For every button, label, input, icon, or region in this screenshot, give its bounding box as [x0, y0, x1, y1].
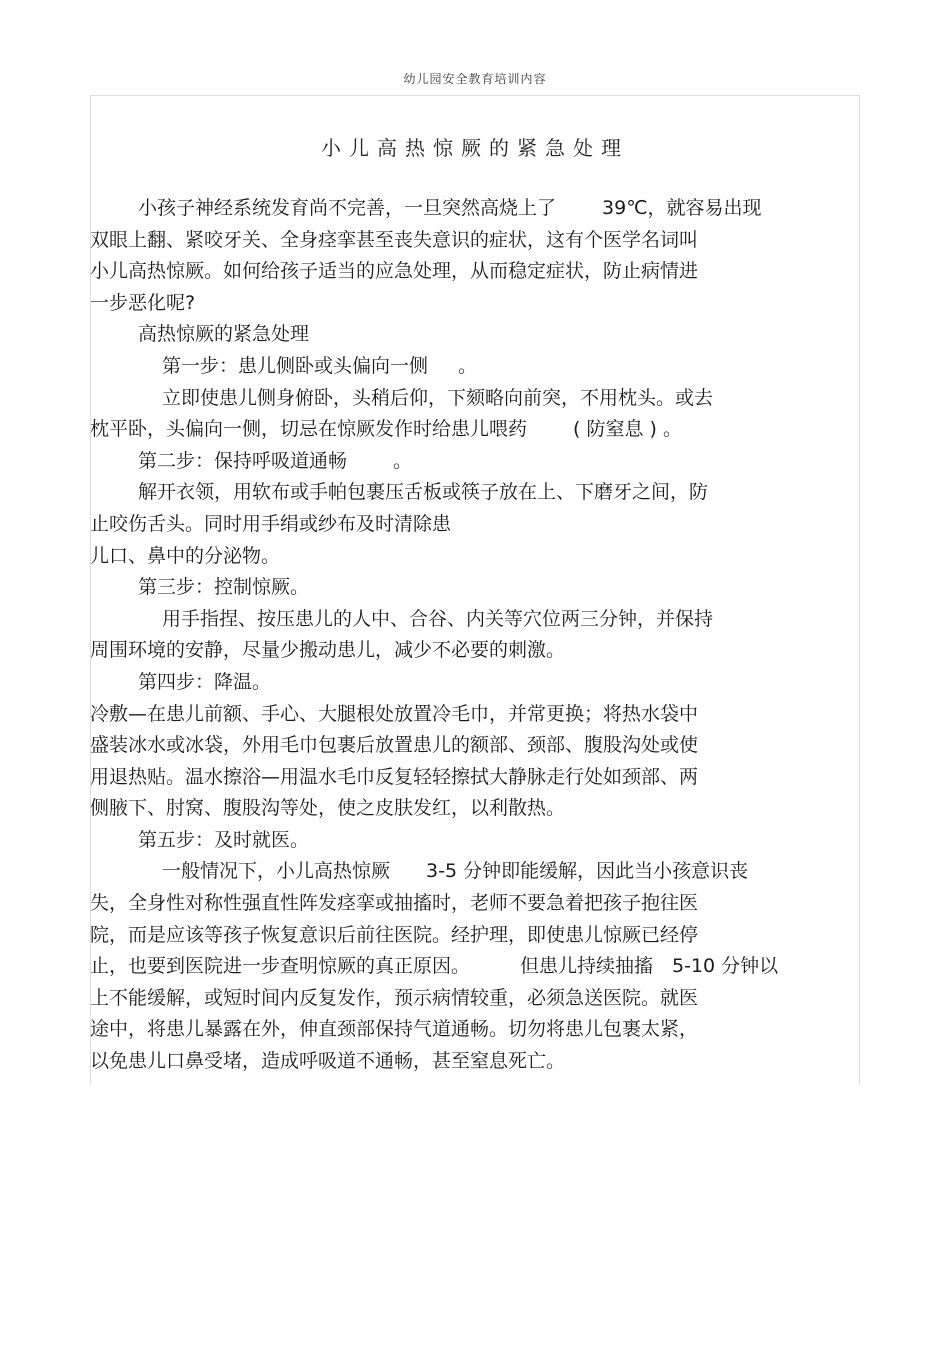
text-segment: ( 防窒息 ) 。 — [573, 418, 682, 441]
text-line — [90, 856, 870, 888]
text-line — [90, 256, 870, 288]
text-segment: 一般情况下，小儿高热惊厥 — [162, 860, 391, 883]
text-segment: 一步恶化呢? — [90, 291, 196, 314]
text-segment: 第一步：患儿侧卧或头偏向一侧 — [162, 354, 429, 377]
text-segment: 第三步：控制惊厥。 — [138, 576, 310, 599]
text-segment: 。 — [458, 354, 478, 377]
text-line — [90, 446, 870, 478]
text-segment: 上不能缓解，或短时间内反复发作，预示病情较重，必须急送医院。就医 — [90, 986, 699, 1009]
text-line — [90, 193, 870, 225]
text-line — [90, 541, 870, 573]
text-line — [90, 225, 870, 257]
text-segment: 侧腋下、肘窝、腹股沟等处，使之皮肤发红，以利散热。 — [90, 797, 566, 820]
text-line — [90, 793, 870, 825]
text-line — [90, 762, 870, 794]
text-line — [90, 1014, 870, 1046]
text-line — [90, 825, 870, 857]
document-title: 小儿高热惊厥的紧急处理 — [321, 136, 629, 160]
text-line — [90, 920, 870, 952]
text-segment: 高热惊厥的紧急处理 — [138, 323, 310, 346]
text-line — [90, 983, 870, 1015]
text-segment: 用手指捏、按压患儿的人中、合谷、内关等穴位两三分钟，并保持 — [162, 607, 714, 630]
text-segment: 双眼上翻、紧咬牙关、全身痉挛甚至丧失意识的症状，这有个医学名词叫 — [90, 228, 699, 251]
text-segment: 第五步：及时就医。 — [138, 828, 310, 851]
text-segment: 盛装冰水或冰袋，外用毛巾包裹后放置患儿的额部、颈部、腹股沟处或使 — [90, 734, 699, 757]
text-line — [90, 319, 870, 351]
text-segment: 冷敷—在患儿前额、手心、大腿根处放置冷毛巾，并常更换；将热水袋中 — [90, 702, 699, 725]
text-line — [90, 383, 870, 415]
text-segment: 第二步：保持呼吸道通畅 — [138, 449, 348, 472]
text-line — [90, 888, 870, 920]
text-segment: 止咬伤舌头。同时用手绢或纱布及时清除患 — [90, 512, 452, 535]
text-segment: 止，也要到医院进一步查明惊厥的真正原因。 — [90, 955, 471, 978]
text-segment: 途中，将患儿暴露在外，伸直颈部保持气道通畅。切勿将患儿包裹太紧， — [90, 1018, 699, 1041]
text-segment: 儿口、鼻中的分泌物。 — [90, 544, 281, 567]
text-segment: 。 — [393, 449, 413, 472]
text-line — [90, 667, 870, 699]
text-line — [90, 509, 870, 541]
text-line — [90, 951, 870, 983]
document-body — [90, 193, 870, 1078]
text-line — [90, 699, 870, 731]
text-segment: 周围环境的安静，尽量少搬动患儿，减少不必要的刺激。 — [90, 639, 566, 662]
text-segment: 第四步：降温。 — [138, 670, 272, 693]
text-segment: 39℃，就容易出现 — [602, 197, 762, 219]
text-segment: 失，全身性对称性强直性阵发痉挛或抽搐时，老师不要急着把孩子抱往医 — [90, 892, 699, 915]
text-line — [90, 604, 870, 636]
text-segment: 解开衣领，用软布或手帕包裹压舌板或筷子放在上、下磨牙之间，防 — [138, 481, 709, 504]
text-line — [90, 635, 870, 667]
text-line — [90, 730, 870, 762]
text-line — [90, 572, 870, 604]
text-segment: 小孩子神经系统发育尚不完善，一旦突然高烧上了 — [138, 197, 557, 219]
text-segment: 3-5 分钟即能缓解，因此当小孩意识丧 — [426, 860, 749, 883]
text-segment: 小儿高热惊厥。如何给孩子适当的应急处理，从而稳定症状，防止病情进 — [90, 260, 699, 283]
text-line — [90, 1046, 870, 1078]
text-segment: 用退热贴。温水擦浴—用温水毛巾反复轻轻擦拭大静脉走行处如颈部、两 — [90, 765, 699, 788]
text-segment: 但患儿持续抽搐 5-10 分钟以 — [520, 955, 779, 978]
text-line — [90, 351, 870, 383]
page-header: 幼儿园安全教育培训内容 — [403, 72, 547, 86]
text-line — [90, 477, 870, 509]
text-segment: 院，而是应该等孩子恢复意识后前往医院。经护理，即使患儿惊厥已经停 — [90, 923, 699, 946]
text-segment: 以免患儿口鼻受堵，造成呼吸道不通畅，甚至窒息死亡。 — [90, 1050, 566, 1073]
text-segment: 立即使患儿侧身俯卧，头稍后仰，下颏略向前突，不用枕头。或去 — [162, 386, 714, 409]
text-line — [90, 414, 870, 446]
text-line — [90, 288, 870, 320]
text-segment: 枕平卧，头偏向一侧，切忌在惊厥发作时给患儿喂药 — [90, 418, 528, 441]
